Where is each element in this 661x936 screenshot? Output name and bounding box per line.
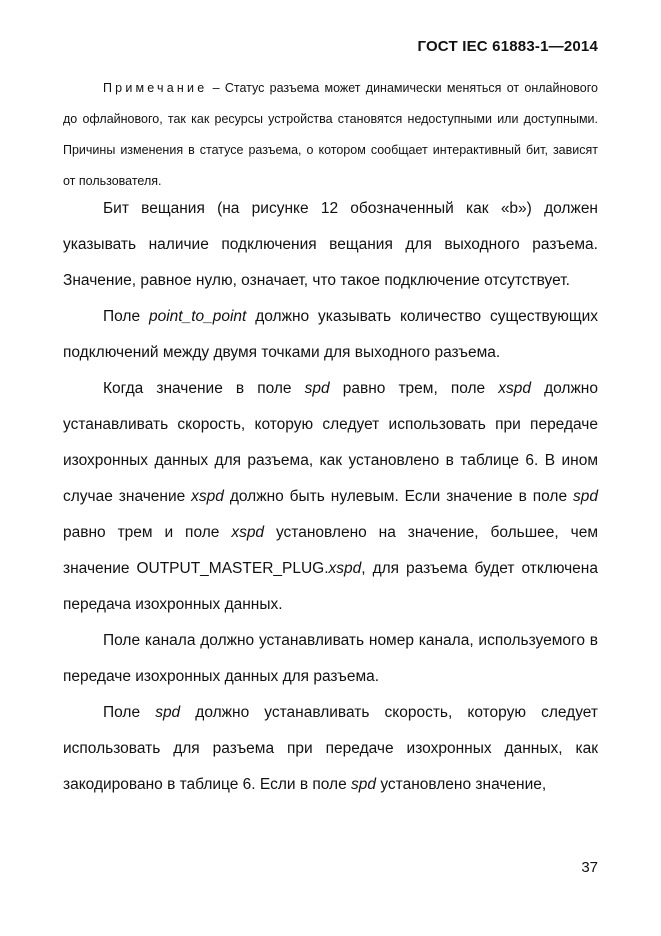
italic-term: xspd — [498, 380, 531, 397]
paragraph-point-to-point — [63, 299, 598, 371]
italic-term: spd — [155, 704, 181, 721]
paragraph-channel — [63, 623, 598, 695]
body-text — [63, 191, 598, 803]
text-run: Поле канала должно устанавливать номер канала, используемого в передаче изохронных данных для разъема. — [63, 632, 598, 685]
italic-term: xspd — [231, 524, 265, 541]
text-run: равно трем и поле — [63, 524, 232, 541]
italic-term: spd — [351, 776, 377, 793]
note-paragraph — [63, 73, 598, 197]
text-run: должно указывать количество существующих подключений между двумя точками для выходного разъема. — [63, 308, 598, 361]
italic-term: xspd — [191, 488, 224, 505]
text-run: Поле — [103, 704, 156, 721]
note-text: – Статус разъема может динамически меняться от онлайнового до офлайнового, так как ресурсы устройства становятся недоступными или доступными. Причины изменения в статусе разъема, о котором сообщает интерактивный бит, зависят от пользователя. — [63, 81, 598, 188]
text-run: , для разъема будет отключена передача изохронных данных. — [63, 560, 598, 613]
italic-term: point_to_point — [148, 308, 247, 325]
italic-term: spd — [573, 488, 598, 505]
page-number: 37 — [581, 859, 598, 876]
paragraph-xspd — [63, 371, 598, 623]
text-run: должно устанавливать скорость, которую следует использовать для разъема при передаче изохронных данных, как закодировано в таблице 6. Если в поле — [63, 704, 598, 793]
text-run: Бит вещания (на рисунке 12 обозначенный как «b») должен указывать наличие подключения вещания для выходного разъема. Значение, равное нулю, означает, что такое подключение отсутствует. — [63, 200, 598, 289]
note-block — [63, 73, 598, 197]
text-run: равно трем, поле — [329, 380, 499, 397]
text-run: установлено значение, — [376, 776, 547, 793]
document-header: ГОСТ IEC 61883-1—2014 — [417, 38, 598, 55]
text-run: Когда значение в поле — [103, 380, 305, 397]
text-run: должно быть нулевым. Если значение в поле — [223, 488, 573, 505]
text-run: должно устанавливать скорость, которую следует использовать при передаче изохронных данных для разъема, как установлено в таблице 6. В ином случае значение — [63, 380, 598, 505]
note-lead: Примечание — [103, 81, 208, 95]
paragraph-broadcast-bit — [63, 191, 598, 299]
italic-term: xspd — [328, 560, 362, 577]
text-run: Поле — [103, 308, 149, 325]
paragraph-spd — [63, 695, 598, 803]
text-run: установлено на значение, большее, чем значение OUTPUT_MASTER_PLUG. — [63, 524, 598, 577]
italic-term: spd — [304, 380, 330, 397]
